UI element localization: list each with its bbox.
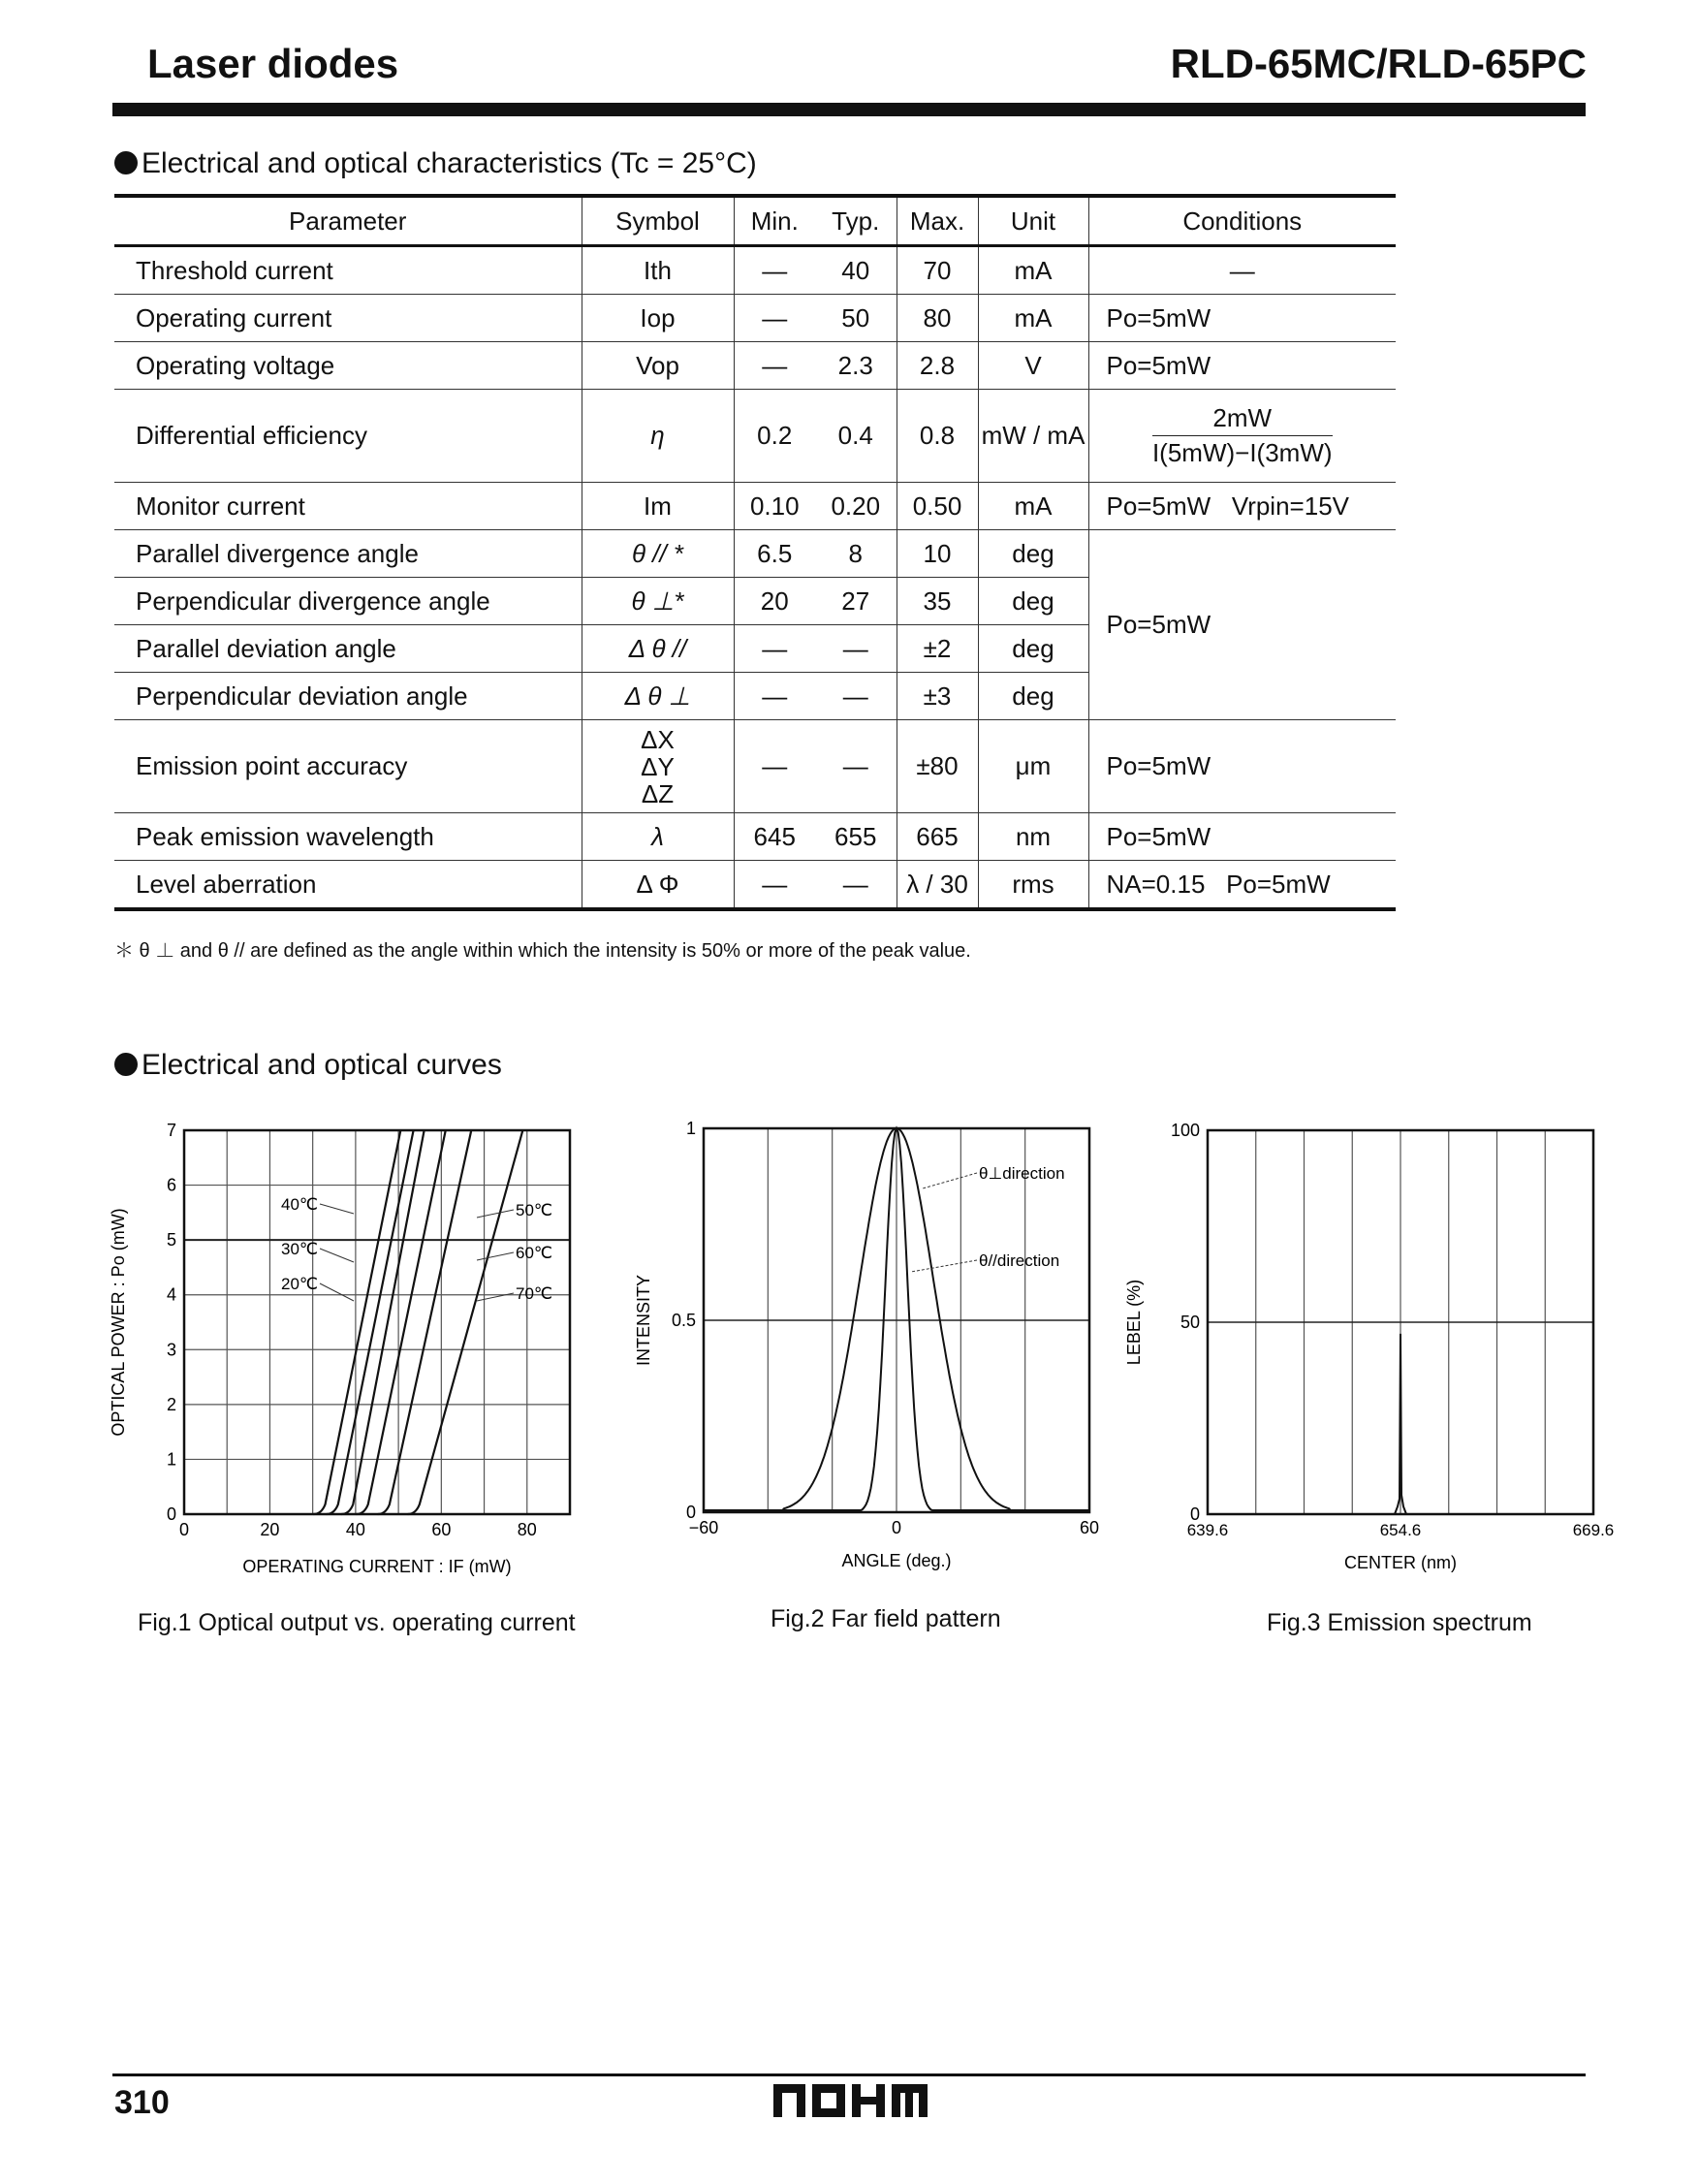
cell-symbol: Δ θ ⊥ [582, 673, 734, 720]
fig1-optical-output-chart [97, 1115, 601, 1576]
table-row [114, 861, 1396, 910]
cell-parameter: Perpendicular divergence angle [114, 578, 582, 625]
table-footnote: ＊ θ ⊥ and θ // are defined as the angle within which the intensity is 50% or more of the peak value. [114, 940, 971, 962]
cell-unit: V [978, 342, 1088, 390]
cell-unit: deg [978, 625, 1088, 673]
symbol-dy: ΔY [641, 751, 675, 781]
cell-typ: 2.3 [815, 342, 897, 390]
col-header-max: Max. [897, 196, 978, 246]
cell-symbol: λ [582, 813, 734, 861]
cell-symbol: θ ⊥* [582, 578, 734, 625]
cell-max: 665 [897, 813, 978, 861]
cell-parameter: Emission point accuracy [114, 720, 582, 813]
temp-label: 20℃ [281, 1275, 319, 1293]
formula-numerator: 2mW [1152, 403, 1333, 436]
cell-symbol: Ith [582, 246, 734, 295]
part-numbers: RLD-65MC/RLD-65PC [1170, 41, 1587, 86]
x-tick-label: 669.6 [1572, 1521, 1615, 1539]
y-tick-label: 50 [1180, 1313, 1200, 1332]
cell-max: 35 [897, 578, 978, 625]
y-tick-label: 5 [166, 1230, 176, 1250]
cell-min: 20 [734, 578, 815, 625]
cell-conditions: NA=0.15 Po=5mW [1088, 861, 1396, 910]
cell-typ: 40 [815, 246, 897, 295]
table-row [114, 530, 1396, 578]
x-tick-label: 0 [178, 1520, 190, 1539]
cell-conditions: — [1088, 246, 1396, 295]
cell-symbol: Δ θ // [582, 625, 734, 673]
x-tick-label: 40 [345, 1520, 365, 1539]
leader-line [477, 1210, 514, 1218]
series-line [378, 1130, 471, 1514]
cell-typ: — [815, 625, 897, 673]
x-tick-label: 80 [517, 1520, 537, 1539]
legend-label-perpendicular: θ⊥direction [979, 1164, 1065, 1183]
cell-symbol: Im [582, 483, 734, 530]
cell-conditions: Po=5mW [1088, 295, 1396, 342]
cell-parameter: Perpendicular deviation angle [114, 673, 582, 720]
cell-unit: nm [978, 813, 1088, 861]
efficiency-formula [1152, 403, 1333, 468]
cell-unit: mA [978, 295, 1088, 342]
bullet-icon [114, 151, 138, 174]
y-axis-label: LEBEL (%) [1124, 1279, 1144, 1366]
x-tick-label: 60 [1079, 1518, 1100, 1537]
series-line [408, 1130, 523, 1514]
cell-min: — [734, 673, 815, 720]
cell-symbol: Vop [582, 342, 734, 390]
cell-typ: 0.20 [815, 483, 897, 530]
table-row [114, 813, 1396, 861]
y-tick-label: 100 [1170, 1121, 1200, 1140]
formula-denominator: I(5mW)−I(3mW) [1151, 438, 1333, 467]
temp-label: 30℃ [281, 1240, 319, 1258]
cell-max: 2.8 [897, 342, 978, 390]
cell-unit: rms [978, 861, 1088, 910]
cell-typ: 655 [815, 813, 897, 861]
y-axis-label: INTENSITY [634, 1274, 653, 1367]
y-tick-label: 6 [166, 1175, 176, 1195]
y-tick-label: 1 [166, 1449, 176, 1470]
table-row [114, 483, 1396, 530]
x-tick-label: 20 [260, 1520, 280, 1539]
spectrum-peak [1395, 1334, 1406, 1514]
temp-label: 50℃ [516, 1201, 553, 1219]
cell-max: 70 [897, 246, 978, 295]
cell-parameter: Operating current [114, 295, 582, 342]
table-row [114, 295, 1396, 342]
cell-parameter: Parallel deviation angle [114, 625, 582, 673]
cell-conditions: Po=5mW [1088, 720, 1396, 813]
table-row [114, 246, 1396, 295]
fig3-emission-spectrum-chart [1124, 1115, 1628, 1572]
header-rule [112, 103, 1586, 116]
cell-parameter: Threshold current [114, 246, 582, 295]
cell-min: — [734, 720, 815, 813]
cell-min: 6.5 [734, 530, 815, 578]
leader-line [320, 1249, 354, 1262]
col-header-symbol: Symbol [582, 196, 734, 246]
cell-typ: 50 [815, 295, 897, 342]
cell-min: — [734, 246, 815, 295]
cell-parameter: Differential efficiency [114, 390, 582, 483]
rohm-logo [773, 2080, 928, 2119]
cell-min: 0.10 [734, 483, 815, 530]
symbol-dx: ΔX [641, 724, 675, 754]
temp-label: 70℃ [516, 1284, 553, 1303]
cell-unit: mW / mA [978, 390, 1088, 483]
cell-unit: mA [978, 483, 1088, 530]
x-tick-label: 60 [431, 1520, 452, 1539]
characteristics-table [114, 194, 1396, 911]
y-tick-label: 1 [685, 1119, 696, 1138]
page-number: 310 [114, 2084, 170, 2121]
cell-min: — [734, 295, 815, 342]
col-header-typ: Typ. [815, 196, 897, 246]
y-tick-label: 4 [166, 1284, 176, 1305]
fig2-far-field-chart [620, 1115, 1115, 1570]
cell-typ: 27 [815, 578, 897, 625]
cell-typ: — [815, 720, 897, 813]
fig1-caption: Fig.1 Optical output vs. operating current [138, 1609, 576, 1636]
x-tick-label: 0 [891, 1518, 902, 1537]
section-title-characteristics [114, 147, 757, 180]
legend-label-parallel: θ//direction [979, 1251, 1060, 1270]
series-line [341, 1130, 424, 1514]
cell-symbol: η [582, 390, 734, 483]
cell-conditions: Po=5mW [1088, 342, 1396, 390]
cell-typ: — [815, 673, 897, 720]
cell-symbol: Iop [582, 295, 734, 342]
x-tick-label: −60 [688, 1518, 719, 1537]
table-row [114, 390, 1396, 483]
symbol-dz: ΔZ [641, 778, 675, 808]
cell-unit: μm [978, 720, 1088, 813]
leader-line [320, 1204, 354, 1214]
cell-parameter: Peak emission wavelength [114, 813, 582, 861]
cell-parameter: Parallel divergence angle [114, 530, 582, 578]
cell-conditions-merged: Po=5mW [1088, 530, 1396, 720]
cell-min: 0.2 [734, 390, 815, 483]
cell-min: — [734, 342, 815, 390]
temp-label: 60℃ [516, 1244, 553, 1262]
table-row [114, 720, 1396, 813]
temp-label: 40℃ [281, 1195, 319, 1214]
footer-rule [112, 2073, 1586, 2076]
y-tick-label: 0 [1189, 1504, 1200, 1524]
section-title-curves [114, 1049, 502, 1082]
cell-symbol [582, 720, 734, 813]
cell-max: λ / 30 [897, 861, 978, 910]
cell-max: 0.8 [897, 390, 978, 483]
cell-parameter: Monitor current [114, 483, 582, 530]
bullet-icon [114, 1053, 138, 1076]
x-tick-label: 639.6 [1186, 1521, 1229, 1539]
y-tick-label: 0 [685, 1503, 696, 1522]
col-header-unit: Unit [978, 196, 1088, 246]
leader-line [320, 1283, 354, 1301]
cell-parameter: Level aberration [114, 861, 582, 910]
cell-max: 0.50 [897, 483, 978, 530]
y-tick-label: 2 [166, 1394, 176, 1414]
cell-max: 80 [897, 295, 978, 342]
cell-symbol: θ // * [582, 530, 734, 578]
y-axis-label: OPTICAL POWER : Po (mW) [109, 1208, 128, 1437]
cell-min: 645 [734, 813, 815, 861]
cell-unit: deg [978, 673, 1088, 720]
cell-typ: 8 [815, 530, 897, 578]
cell-max: ±80 [897, 720, 978, 813]
cell-max: ±2 [897, 625, 978, 673]
cell-conditions: Po=5mW [1088, 813, 1396, 861]
leader-line [911, 1260, 977, 1272]
cell-min: — [734, 861, 815, 910]
cell-max: 10 [897, 530, 978, 578]
cell-typ: 0.4 [815, 390, 897, 483]
cell-unit: mA [978, 246, 1088, 295]
col-header-parameter: Parameter [114, 196, 582, 246]
leader-line [477, 1252, 514, 1260]
cell-conditions [1088, 390, 1396, 483]
section-title-text: Electrical and optical characteristics (Tc = 25°C) [142, 147, 757, 179]
y-tick-label: 0 [166, 1504, 176, 1524]
section-title-text: Electrical and optical curves [142, 1049, 502, 1081]
col-header-min: Min. [734, 196, 815, 246]
fig3-caption: Fig.3 Emission spectrum [1267, 1609, 1532, 1636]
cell-symbol: Δ Φ [582, 861, 734, 910]
col-header-conditions: Conditions [1088, 196, 1396, 246]
cell-typ: — [815, 861, 897, 910]
x-axis-label: OPERATING CURRENT : IF (mW) [242, 1557, 512, 1576]
fig2-caption: Fig.2 Far field pattern [771, 1605, 1001, 1632]
y-tick-label: 0.5 [671, 1311, 696, 1330]
table-header-row [114, 196, 1396, 246]
cell-max: ±3 [897, 673, 978, 720]
cell-parameter: Operating voltage [114, 342, 582, 390]
x-axis-label: CENTER (nm) [1344, 1553, 1457, 1572]
document-category: Laser diodes [147, 41, 399, 86]
leader-line [923, 1173, 977, 1188]
cell-unit: deg [978, 578, 1088, 625]
table-row [114, 342, 1396, 390]
y-tick-label: 3 [166, 1340, 176, 1360]
y-tick-label: 7 [166, 1121, 176, 1140]
x-tick-label: 654.6 [1379, 1521, 1422, 1539]
x-axis-label: ANGLE (deg.) [841, 1551, 952, 1570]
cell-conditions: Po=5mW Vrpin=15V [1088, 483, 1396, 530]
cell-unit: deg [978, 530, 1088, 578]
cell-min: — [734, 625, 815, 673]
